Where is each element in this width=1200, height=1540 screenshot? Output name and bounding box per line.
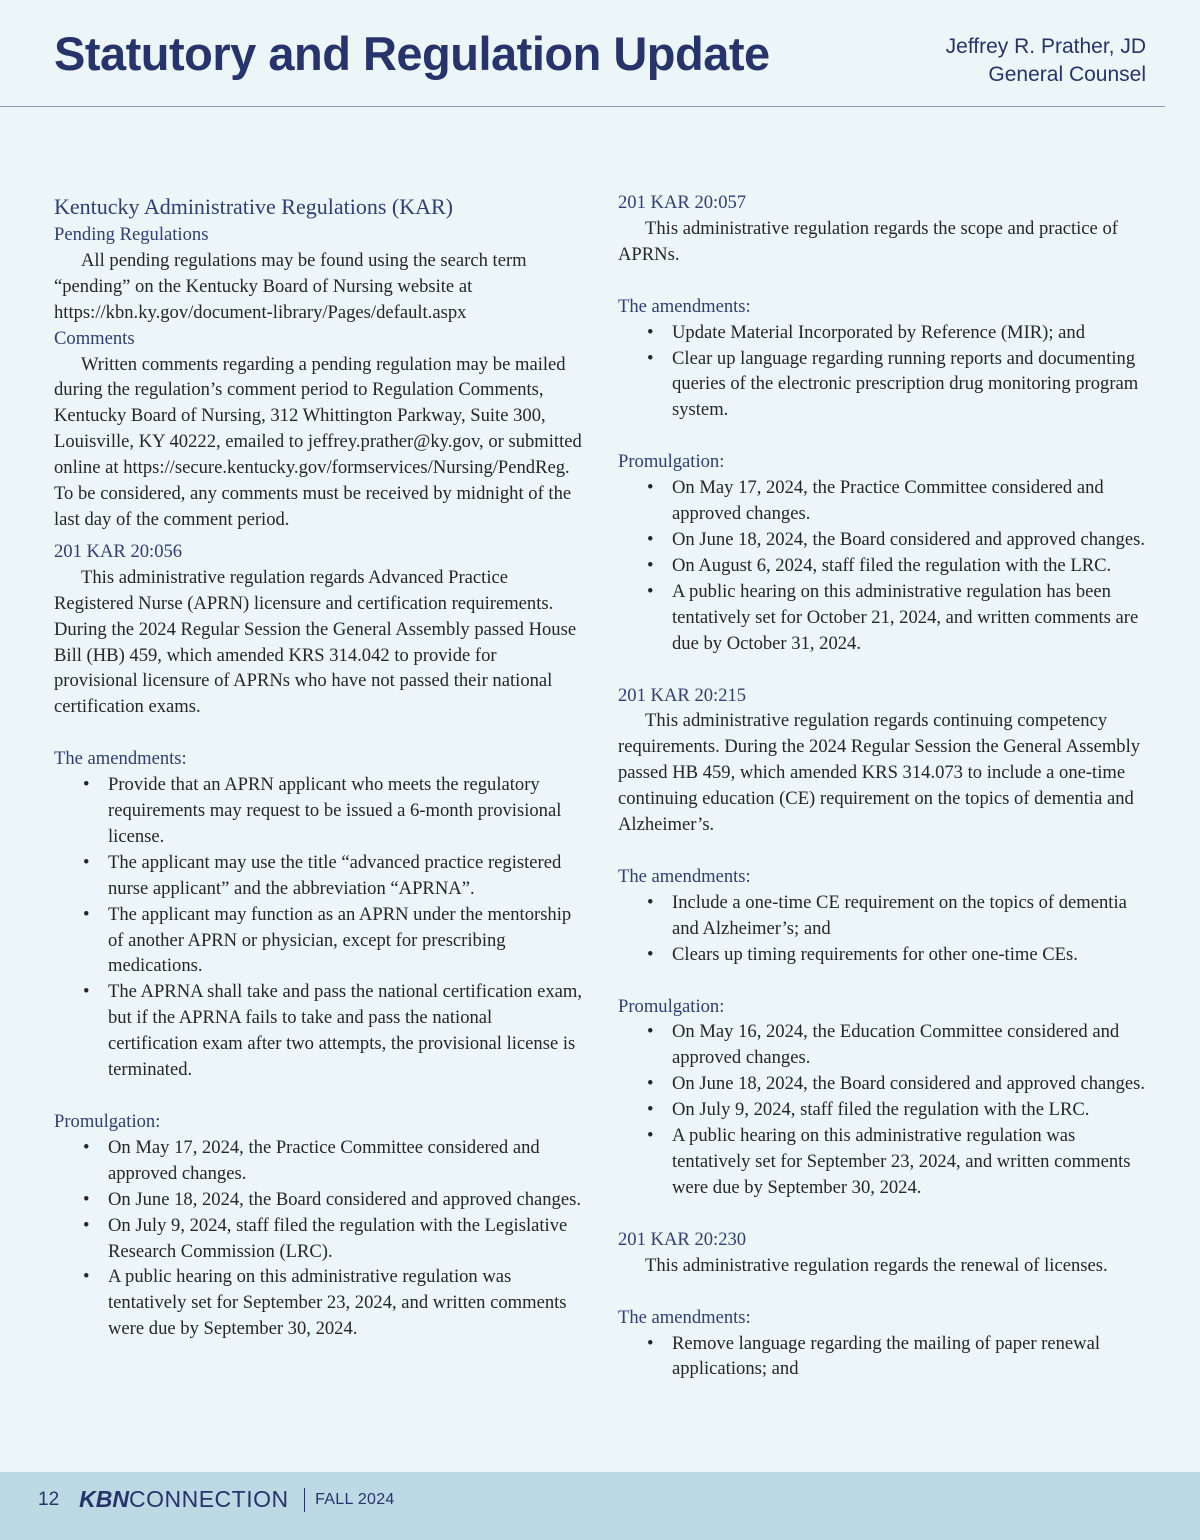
promulgation-heading-215: Promulgation: [618, 995, 725, 1017]
amendments-list-057 [645, 320, 1148, 424]
left-column [54, 192, 584, 1342]
list-item: • On May 17, 2024, the Practice Committee considered and approved changes. [645, 475, 1148, 527]
comments-text: Written comments regarding a pending regulation may be mailed during the regulation’s comment period to Regulation Comments, Kentucky Board of Nursing, 312 Whittington Parkway, Suite 300, Louisville, KY 40222, emailed to jeffrey.prather@ky.gov, or submitted online at https://secure.kentucky.gov/formservices/Nursing/PendReg. To be considered, any comments must be received by midnight of the last day of the comment period. [54, 353, 582, 530]
amendments-list-056 [81, 772, 584, 1083]
list-item: • On July 9, 2024, staff filed the regulation with the LRC. [645, 1097, 1148, 1123]
list-item: • The applicant may use the title “advanced practice registered nurse applicant” and the abbreviation “APRNA”. [81, 850, 584, 902]
list-item: • On June 18, 2024, the Board considered and approved changes. [645, 527, 1148, 553]
pending-text: All pending regulations may be found using the search term “pending” on the Kentucky Board of Nursing website at https://kbn.ky.gov/document-library/Pages/default.aspx [54, 249, 527, 323]
list-item: • A public hearing on this administrative regulation was tentatively set for September 23, 2024, and written comments were due by September 30, 2024. [81, 1264, 584, 1342]
list-item: • On May 17, 2024, the Practice Committee considered and approved changes. [81, 1135, 584, 1187]
right-column [618, 190, 1148, 1382]
page-title: Statutory and Regulation Update [54, 27, 770, 80]
list-item: • Clears up timing requirements for other one-time CEs. [645, 942, 1148, 968]
amendments-list-230 [645, 1331, 1148, 1383]
list-item: • On May 16, 2024, the Education Committee considered and approved changes. [645, 1019, 1148, 1071]
amendments-heading-215: The amendments: [618, 865, 751, 887]
promulgation-list-215 [645, 1019, 1148, 1200]
amendments-heading-230: The amendments: [618, 1306, 751, 1328]
page-header [0, 0, 1200, 108]
issue-label: FALL 2024 [315, 1490, 395, 1508]
section-heading-215: 201 KAR 20:215 [618, 684, 747, 706]
brand-connection: CONNECTION [128, 1486, 289, 1512]
amendments-heading-056: The amendments: [54, 748, 187, 770]
list-item: • A public hearing on this administrative regulation has been tentatively set for October 21, 2024, and written comments are due by October 31, 2024. [645, 579, 1148, 657]
section-heading-057: 201 KAR 20:057 [618, 192, 747, 213]
list-item: • Remove language regarding the mailing of paper renewal applications; and [645, 1331, 1148, 1383]
kar-heading: Kentucky Administrative Regulations (KAR) [54, 194, 453, 219]
brand-kbn: KBN [79, 1486, 129, 1512]
promulgation-heading-057: Promulgation: [618, 451, 725, 473]
author-name: Jeffrey R. Prather, JD [945, 35, 1146, 58]
amendments-heading-057: The amendments: [618, 295, 751, 317]
footer-row [38, 1486, 395, 1513]
section-text-057: This administrative regulation regards the scope and practice of APRNs. [618, 217, 1118, 265]
list-item: • The APRNA shall take and pass the national certification exam, but if the APRNA fails to take and pass the national certification exam after two attempts, the provisional license is terminated. [81, 979, 584, 1083]
promulgation-list-056 [81, 1135, 584, 1342]
section-text-215: This administrative regulation regards continuing competency requirements. During the 2024 Regular Session the General Assembly passed HB 459, which amended KRS 314.073 to include a one-time continuing education (CE) requirement on the topics of dementia and Alzheimer’s. [618, 710, 1141, 836]
list-item: • The applicant may function as an APRN under the mentorship of another APRN or physician, except for prescribing medications. [81, 902, 584, 980]
list-item: • On June 18, 2024, the Board considered and approved changes. [645, 1071, 1148, 1097]
list-item: • A public hearing on this administrative regulation was tentatively set for September 23, 2024, and written comments were due by September 30, 2024. [645, 1123, 1148, 1201]
list-item: • On August 6, 2024, staff filed the regulation with the LRC. [645, 553, 1148, 579]
list-item: • On June 18, 2024, the Board considered and approved changes. [81, 1187, 584, 1213]
page-footer [0, 1472, 1200, 1540]
promulgation-heading-056: Promulgation: [54, 1111, 161, 1132]
footer-divider [304, 1488, 306, 1512]
promulgation-list-057 [645, 475, 1148, 656]
pending-heading: Pending Regulations [54, 224, 209, 245]
section-heading-056: 201 KAR 20:056 [54, 540, 183, 562]
list-item: • Update Material Incorporated by Reference (MIR); and [645, 320, 1148, 346]
author-role: General Counsel [988, 63, 1146, 86]
list-item: • Provide that an APRN applicant who meets the regulatory requirements may request to be issued a 6-month provisional license. [81, 772, 584, 850]
section-text-056: This administrative regulation regards Advanced Practice Registered Nurse (APRN) licensure and certification requirements. During the 2024 Regular Session the General Assembly passed House Bill (HB) 459, which amended KRS 314.042 to provide for provisional licensure of APRNs who have not passed their national certification exams. [54, 566, 577, 718]
amendments-list-215 [645, 890, 1148, 968]
comments-heading: Comments [54, 327, 135, 349]
list-item: • Clear up language regarding running reports and documenting queries of the electronic prescription drug monitoring program system. [645, 346, 1148, 424]
list-item: • On July 9, 2024, staff filed the regulation with the Legislative Research Commission (LRC). [81, 1213, 584, 1265]
header-divider [0, 106, 1165, 107]
list-item: • Include a one-time CE requirement on the topics of dementia and Alzheimer’s; and [645, 890, 1148, 942]
page-number: 12 [38, 1488, 60, 1510]
section-heading-230: 201 KAR 20:230 [618, 1228, 747, 1250]
author-block [946, 33, 1146, 89]
section-text-230: This administrative regulation regards the renewal of licenses. [645, 1254, 1108, 1276]
